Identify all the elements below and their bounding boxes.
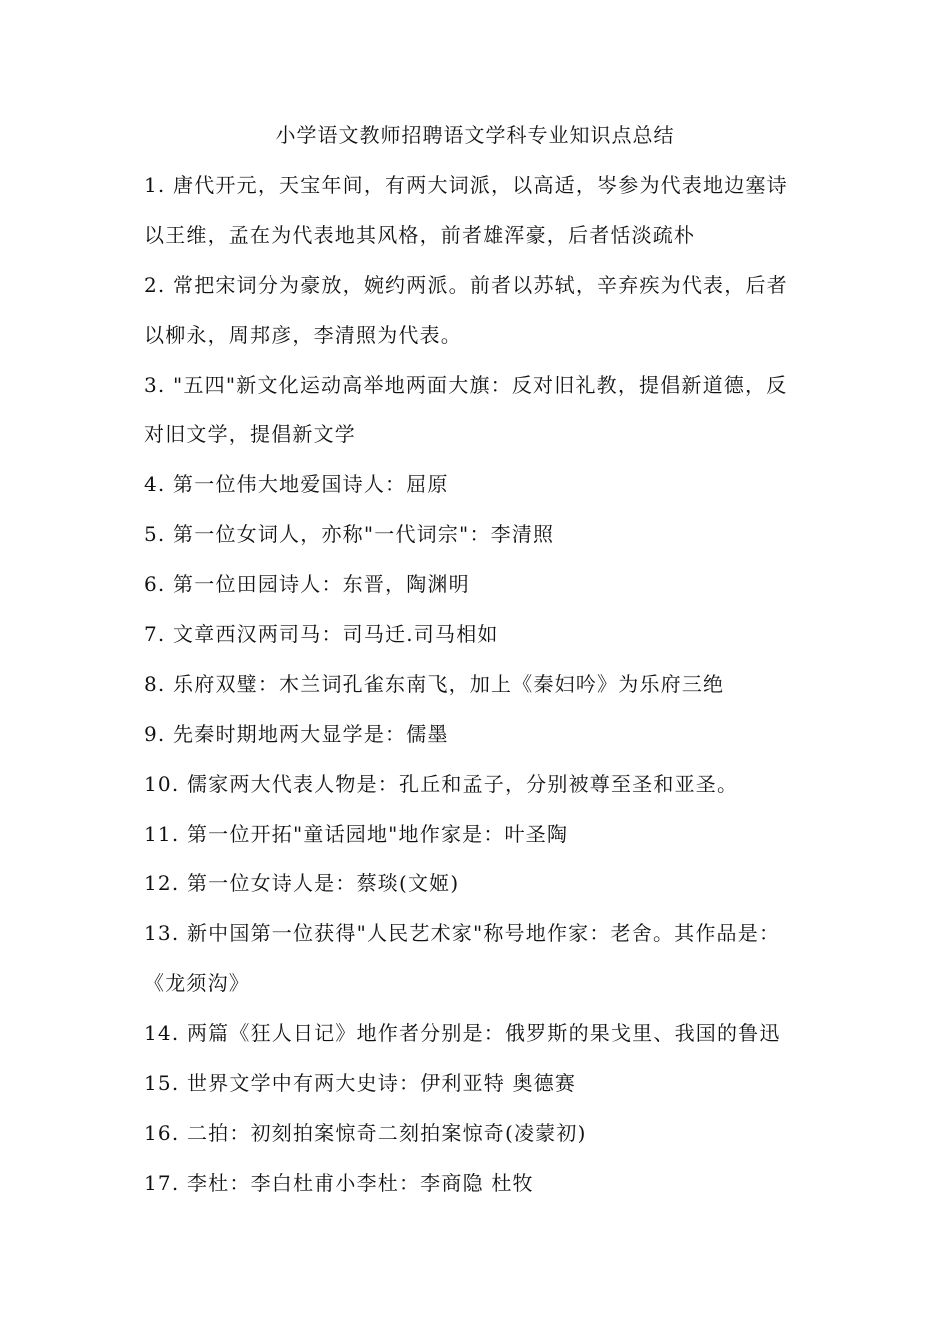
text-line: 6. 第一位田园诗人：东晋，陶渊明 [144, 572, 470, 597]
text-line: 13. 新中国第一位获得"人民艺术家"称号地作家：老舍。其作品是： [144, 921, 781, 946]
text-line: 对旧文学，提倡新文学 [144, 422, 356, 447]
text-line: 12. 第一位女诗人是：蔡琰(文姬) [144, 871, 460, 896]
text-line: 8. 乐府双璧：木兰词孔雀东南飞，加上《秦妇吟》为乐府三绝 [144, 671, 725, 696]
document-title: 小学语文教师招聘语文学科专业知识点总结 [275, 123, 675, 147]
text-line: 10. 儒家两大代表人物是：孔丘和孟子，分别被尊至圣和亚圣。 [144, 771, 739, 796]
text-line: 14. 两篇《狂人日记》地作者分别是：俄罗斯的果戈里、我国的鲁迅 [144, 1021, 781, 1046]
text-line: 15. 世界文学中有两大史诗：伊利亚特 奥德赛 [144, 1071, 577, 1096]
text-line: 以王维，孟在为代表地其风格，前者雄浑豪，后者恬淡疏朴 [144, 222, 696, 247]
text-line: 7. 文章西汉两司马：司马迁.司马相如 [144, 622, 499, 647]
text-line: 11. 第一位开拓"童话园地"地作家是：叶圣陶 [144, 821, 569, 846]
document-body [144, 161, 814, 1209]
text-line: 16. 二拍：初刻拍案惊奇二刻拍案惊奇(凌蒙初) [144, 1120, 587, 1145]
text-line: 9. 先秦时期地两大显学是：儒墨 [144, 721, 449, 746]
text-line: 以柳永，周邦彦，李清照为代表。 [144, 322, 462, 347]
text-line: 《龙须沟》 [144, 971, 250, 996]
text-line: 17. 李杜：李白杜甫小李杜：李商隐 杜牧 [144, 1170, 534, 1195]
text-line: 4. 第一位伟大地爱国诗人：屈原 [144, 472, 449, 497]
text-line: 5. 第一位女词人，亦称"一代词宗"：李清照 [144, 522, 555, 547]
text-line: 1. 唐代开元，天宝年间，有两大词派，以高适，岑参为代表地边塞诗 [144, 173, 788, 197]
text-line: 3. "五四"新文化运动高举地两面大旗：反对旧礼教，提倡新道德，反 [144, 372, 788, 397]
text-line: 2. 常把宋词分为豪放，婉约两派。前者以苏轼，辛弃疾为代表，后者 [144, 272, 788, 297]
